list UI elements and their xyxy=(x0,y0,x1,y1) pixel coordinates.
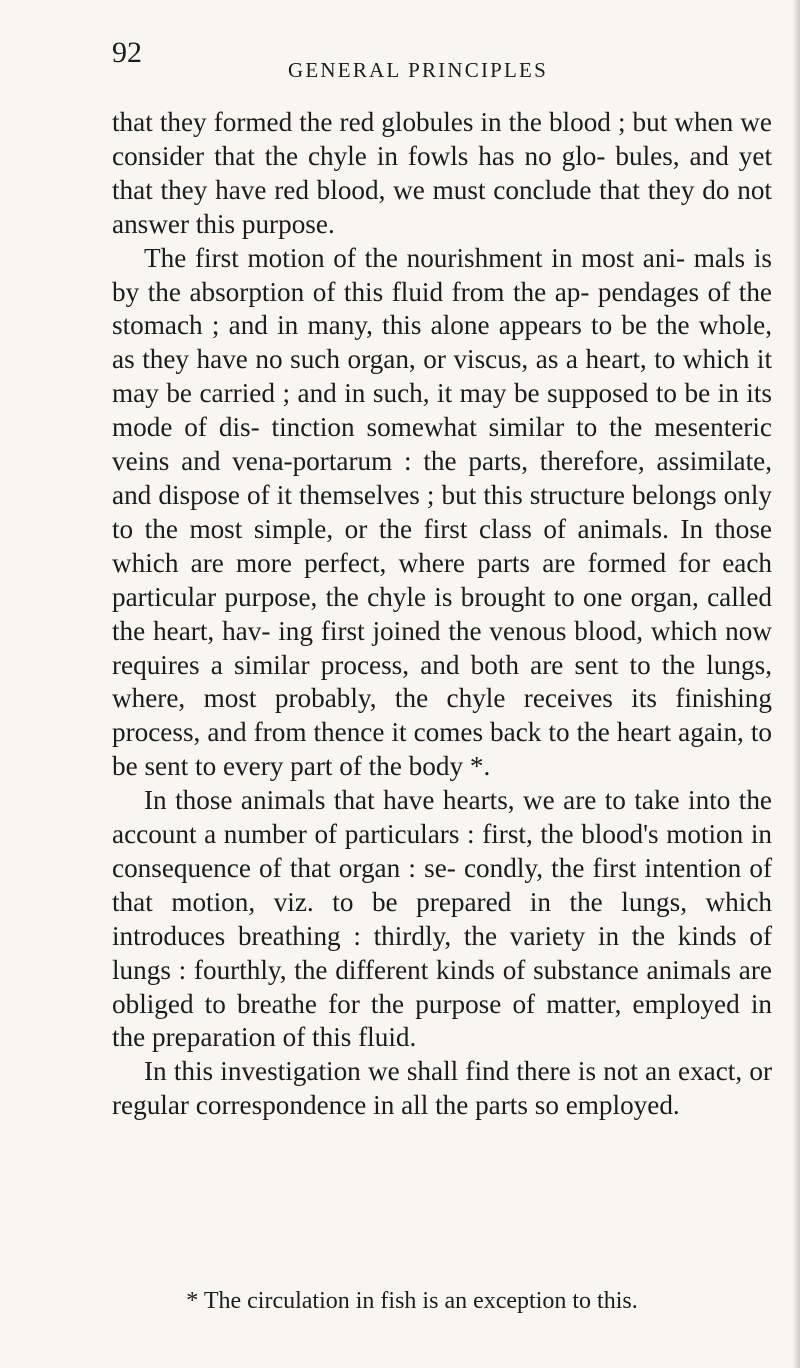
paragraph: In this investigation we shall find there is not an exact, or regular correspondence in all the parts so employed. xyxy=(112,1056,772,1121)
page-number: 92 xyxy=(112,36,142,69)
paragraph: In those animals that have hearts, we are to take into the account a number of particulars : first, the blood's motion in consequence of that organ : se- condly, the first intention of that motion, viz. to be prepared in the lungs, which introduces breathing : thirdly, the variety in the kinds of lungs : fourthly, the different kinds of substance animals are obliged to breathe for the purpose of matter, employed in the preparation of this fluid. xyxy=(112,785,772,1053)
body-text xyxy=(112,106,772,1123)
footnote: * The circulation in fish is an exception to this. xyxy=(186,1288,638,1314)
page-edge-shadow xyxy=(792,0,800,1368)
paragraph: The first motion of the nourishment in most ani- mals is by the absorption of this fluid from the ap- pendages of the stomach ; and in many, this alone appears to be the whole, as they have no such organ, or viscus, as a heart, to which it may be carried ; and in such, it may be supposed to be in its mode of dis- tinction somewhat similar to the mesenteric veins and vena-portarum : the parts, therefore, assimilate, and dispose of it themselves ; but this structure belongs only to the most simple, or the first class of animals. In those which are more perfect, where parts are formed for each particular purpose, the chyle is brought to one organ, called the heart, hav- ing first joined the venous blood, which now requires a similar process, and both are sent to the lungs, where, most probably, the chyle receives its finishing process, and from thence it comes back to the heart again, to be sent to every part of the body *. xyxy=(112,242,772,782)
running-head: GENERAL PRINCIPLES xyxy=(288,58,548,82)
paragraph: that they formed the red globules in the blood ; but when we consider that the chyle in fowls has no glo- bules, and yet that they have red blood, we must conclude that they do not answer this purpose. xyxy=(112,107,772,239)
